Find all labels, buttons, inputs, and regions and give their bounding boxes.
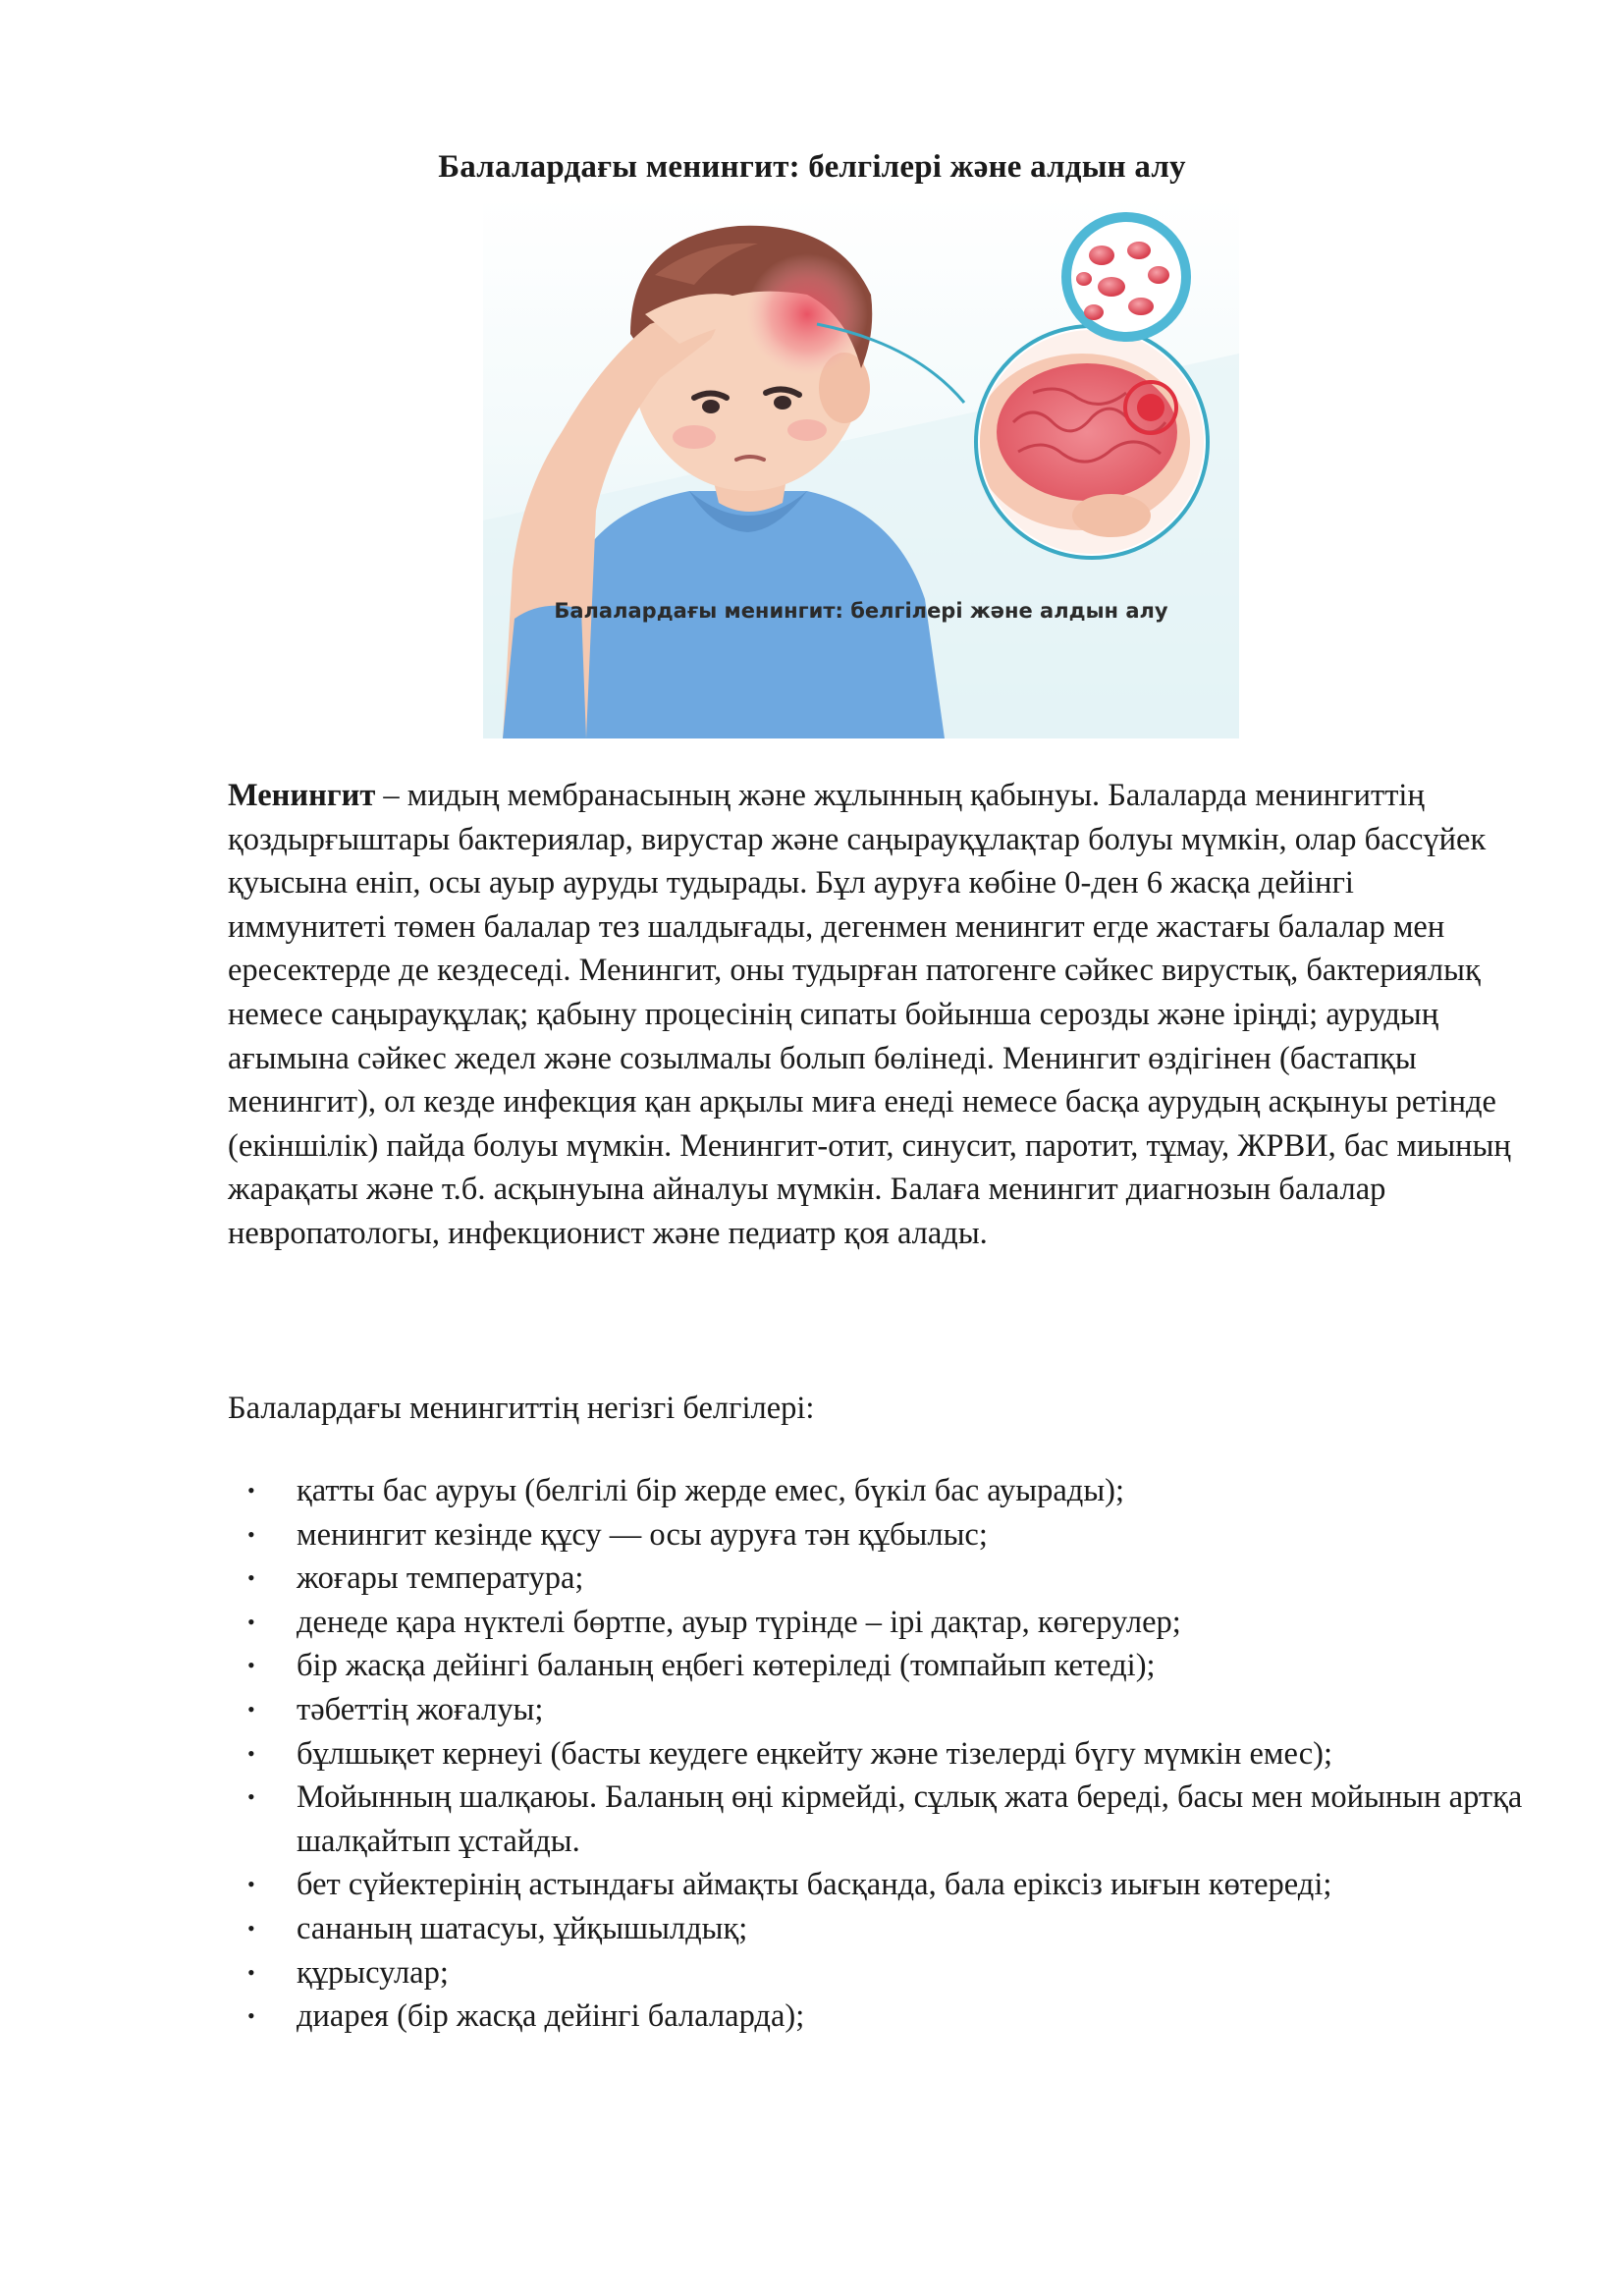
- list-item-text: құрысулар;: [297, 1954, 449, 1991]
- bullet-icon: •: [247, 1696, 255, 1722]
- list-item: [247, 1601, 1524, 1645]
- list-item: [247, 1951, 1524, 1995]
- intro-term: Менингит: [228, 778, 376, 813]
- bullet-icon: •: [247, 1784, 255, 1810]
- list-item-text: бет сүйектерінің астындағы аймақты басқанда, бала еріксіз иығын көтереді;: [297, 1867, 1332, 1903]
- brain-inset: [974, 324, 1210, 560]
- list-item-text: бұлшықет кернеуі (басты кеудеге еңкейту және тізелерді бүгу мүмкін емес);: [297, 1735, 1333, 1772]
- list-item: [247, 1907, 1524, 1951]
- list-item: [247, 1513, 1524, 1558]
- child-headache-illustration: [483, 196, 1239, 738]
- illustration-caption: Балалардағы менингит: белгілері және алдын алу: [554, 599, 1168, 623]
- list-item: [247, 1557, 1524, 1601]
- pain-spot: [746, 253, 868, 375]
- list-item: [247, 1644, 1524, 1688]
- bullet-icon: •: [247, 1959, 255, 1985]
- list-item: [247, 1469, 1524, 1513]
- list-item-text: диарея (бір жасқа дейінгі балаларда);: [297, 1998, 805, 2035]
- list-item-text: денеде қара нүктелі бөртпе, ауыр түрінде – ірі дақтар, көгерулер;: [297, 1604, 1181, 1640]
- bullet-icon: •: [247, 1872, 255, 1897]
- page-title: Балалардағы менингит: белгілері және алдын алу: [438, 149, 1186, 185]
- bullet-icon: •: [247, 1609, 255, 1634]
- symptoms-heading: Балалардағы менингиттің негізгі белгілері:: [228, 1391, 815, 1426]
- list-item: [247, 1776, 1524, 1863]
- intro-text: – мидың мембранасының және жұлынның қабынуы. Балаларда менингиттің қоздырғыштары бактериялар, вирустар және саңырауқұлақтар болуы мүмкін, олар бассүйек қуысына еніп, осы ауыр ауруды тудырады. Бұл ауруға көбіне 0-ден 6 жасқа дейінгі иммунитеті төмен балалар тез шалдығады, дегенмен менингит егде жастағы балалар мен ересектерде де кездеседі. Менингит, оны тудырған патогенге сәйкес вирустық, бактериялық немесе саңырауқұлақ; қабыну процесінің сипаты бойынша серозды және іріңді; аурудың ағымына сәйкес жедел және созылмалы болып бөлінеді. Менингит өздігінен (бастапқы менингит), ол кезде инфекция қан арқылы миға енеді немесе басқа аурудың асқынуы ретінде (екіншілік) пайда болуы мүмкін. Менингит-отит, синусит, паротит, тұмау, ЖРВИ, бас миының жарақаты және т.б. асқынуына айналуы мүмкін. Балаға менингит диагнозын балалар невропатологы, инфекционист және педиатр қоя алады.: [228, 778, 1511, 1251]
- symptoms-list: [247, 1469, 1524, 2039]
- list-item: [247, 1995, 1524, 2039]
- bullet-icon: •: [247, 1653, 255, 1678]
- list-item: [247, 1863, 1524, 1907]
- list-item-text: сананың шатасуы, ұйқышылдық;: [297, 1910, 748, 1946]
- bullet-icon: •: [247, 1565, 255, 1591]
- list-item-text: жоғары температура;: [297, 1560, 584, 1597]
- bacteria-inset: [1061, 212, 1191, 342]
- list-item-text: тәбеттің жоғалуы;: [297, 1691, 544, 1727]
- list-item: [247, 1732, 1524, 1777]
- list-item-text: менингит кезінде құсу — осы ауруға тән құбылыс;: [297, 1516, 988, 1553]
- list-item-text: Мойынның шалқаюы. Баланың өңі кірмейді, сұлық жата береді, басы мен мойынын артқа шалқайтып ұстайды.: [297, 1779, 1523, 1859]
- bullet-icon: •: [247, 1915, 255, 1941]
- list-item-text: бір жасқа дейінгі баланың еңбегі көтеріледі (томпайып кетеді);: [297, 1648, 1156, 1684]
- list-item-text: қатты бас ауруы (белгілі бір жерде емес, бүкіл бас ауырады);: [297, 1473, 1125, 1508]
- intro-paragraph: [228, 774, 1514, 1256]
- bullet-icon: •: [247, 1521, 255, 1547]
- bullet-icon: •: [247, 2003, 255, 2029]
- list-item: [247, 1688, 1524, 1732]
- bullet-icon: •: [247, 1740, 255, 1766]
- bullet-icon: •: [247, 1478, 255, 1503]
